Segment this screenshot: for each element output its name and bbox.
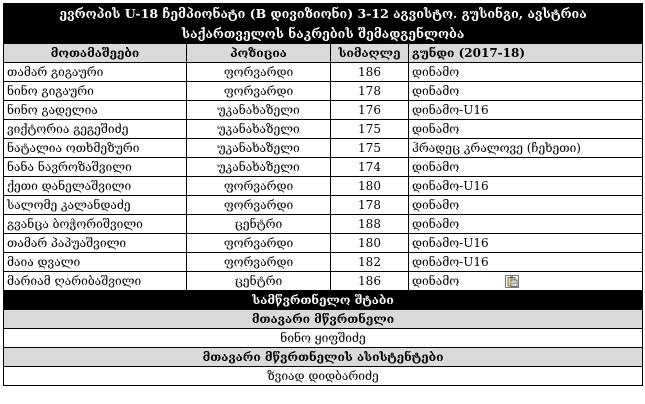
- player-position: [187, 101, 331, 120]
- document-title: ევროპის U-18 ჩემპიონატი (B დივიზიონი) 3-12 აგვისტო. გუსინგი, ავსტრია: [4, 4, 643, 24]
- player-position-text: უკანახაზელი: [217, 141, 300, 155]
- player-name-text: მაია დვალი: [7, 255, 81, 269]
- player-position-text: უკანახაზელი: [217, 160, 300, 174]
- player-position-text: ფორვარდი: [223, 236, 294, 250]
- player-position-text: ცენტრი: [234, 274, 283, 288]
- staff-section-row: [4, 291, 643, 310]
- table-row: [4, 158, 643, 177]
- player-height-text: 175: [358, 122, 381, 136]
- player-height: [331, 196, 409, 215]
- table-row: [4, 101, 643, 120]
- header-position: პოზიცია: [187, 44, 331, 63]
- player-height: [331, 215, 409, 234]
- player-name-text: თამარ გიგაური: [7, 65, 104, 79]
- player-height-text: 186: [358, 274, 381, 288]
- table-row: [4, 63, 643, 82]
- player-height: [331, 234, 409, 253]
- player-position: [187, 63, 331, 82]
- player-name: [4, 120, 187, 139]
- table-row: [4, 120, 643, 139]
- player-position: [187, 177, 331, 196]
- paste-options-icon[interactable]: [505, 275, 519, 288]
- player-height: [331, 177, 409, 196]
- player-position: [187, 272, 331, 291]
- player-height-text: 178: [358, 198, 381, 212]
- player-name-text: ნანა ნავროზაშვილი: [7, 160, 132, 174]
- player-name: [4, 139, 187, 158]
- player-name-text: ნინო გადელია: [7, 103, 98, 117]
- player-height-text: 174: [358, 160, 381, 174]
- head-coach-label-row: [4, 310, 643, 329]
- player-name: [4, 158, 187, 177]
- head-coach-label: მთავარი მწვრთნელი: [4, 310, 643, 329]
- player-club-text: დინამო-U16: [412, 236, 489, 250]
- player-club-text: დინამო: [412, 84, 460, 98]
- player-name-text: სალომე კალანდაძე: [7, 198, 131, 212]
- player-position: [187, 158, 331, 177]
- title-row-2: [4, 24, 643, 44]
- title-row-1: [4, 4, 643, 24]
- assistants-row: [4, 367, 643, 386]
- player-club-text: დინამო: [412, 217, 460, 231]
- player-height-text: 178: [358, 84, 381, 98]
- table-row: [4, 139, 643, 158]
- player-position: [187, 120, 331, 139]
- player-name: [4, 272, 187, 291]
- player-position: [187, 196, 331, 215]
- table-row: [4, 82, 643, 101]
- table-row: [4, 234, 643, 253]
- player-position: [187, 253, 331, 272]
- player-height-text: 180: [358, 179, 381, 193]
- player-club-text: ჰრადეც კრალოვე (ჩეხეთი): [412, 141, 581, 155]
- header-height: სიმაღლე: [331, 44, 409, 63]
- player-height: [331, 120, 409, 139]
- table-row: [4, 215, 643, 234]
- player-name: [4, 234, 187, 253]
- player-name-text: ნატალია ოთხმეზური: [7, 141, 140, 155]
- player-club-text: დინამო: [412, 274, 460, 288]
- player-position-text: უკანახაზელი: [217, 103, 300, 117]
- player-height: [331, 253, 409, 272]
- player-club-text: დინამო: [412, 65, 460, 79]
- player-name-text: ვიქტორია გეგეშიძე: [7, 122, 129, 136]
- header-name: მოთამაშეები: [4, 44, 187, 63]
- player-club: [409, 234, 643, 253]
- player-name: [4, 177, 187, 196]
- table-row: [4, 196, 643, 215]
- player-club: [409, 272, 643, 291]
- player-club: [409, 253, 643, 272]
- player-club: [409, 120, 643, 139]
- column-header-row: [4, 44, 643, 63]
- document-subtitle: საქართველოს ნაკრების შემადგენლობა: [4, 24, 643, 44]
- player-club: [409, 215, 643, 234]
- player-height-text: 188: [358, 217, 381, 231]
- player-club: [409, 196, 643, 215]
- player-club-text: დინამო-U16: [412, 103, 489, 117]
- player-height: [331, 139, 409, 158]
- player-position: [187, 82, 331, 101]
- player-club-text: დინამო-U16: [412, 179, 489, 193]
- player-position: [187, 234, 331, 253]
- player-name-text: ნინო გიგაური: [7, 84, 94, 98]
- player-club: [409, 63, 643, 82]
- player-name: [4, 253, 187, 272]
- head-coach-row: [4, 329, 643, 348]
- player-height: [331, 101, 409, 120]
- player-club: [409, 177, 643, 196]
- player-name: [4, 215, 187, 234]
- player-name: [4, 82, 187, 101]
- player-club: [409, 139, 643, 158]
- player-name-text: გვანცა ბოჭორიშვილი: [7, 217, 143, 231]
- assistants-label-row: [4, 348, 643, 367]
- player-position-text: ფორვარდი: [223, 255, 294, 269]
- player-height-text: 182: [358, 255, 381, 269]
- table-row: [4, 253, 643, 272]
- player-name: [4, 101, 187, 120]
- player-height-text: 186: [358, 65, 381, 79]
- player-position-text: ფორვარდი: [223, 65, 294, 79]
- player-position-text: ფორვარდი: [223, 198, 294, 212]
- player-name: [4, 196, 187, 215]
- player-name-text: თამარ პაპუაშვილი: [7, 236, 127, 250]
- player-club: [409, 82, 643, 101]
- assistants-names: ზვიად დიდბარიძე: [4, 367, 643, 386]
- player-height-text: 175: [358, 141, 381, 155]
- assistants-label: მთავარი მწვრთნელის ასისტენტები: [4, 348, 643, 367]
- player-height: [331, 272, 409, 291]
- player-height-text: 176: [358, 103, 381, 117]
- header-club: გუნდი (2017-18): [409, 44, 643, 63]
- player-name-text: ქეთი დანელაშვილი: [7, 179, 132, 193]
- staff-section-title: სამწვრთნელო შტაბი: [4, 291, 643, 310]
- player-position-text: ფორვარდი: [223, 179, 294, 193]
- player-height: [331, 158, 409, 177]
- player-club: [409, 158, 643, 177]
- player-club-text: დინამო: [412, 160, 460, 174]
- player-club-text: დინამო-U16: [412, 255, 489, 269]
- player-position-text: ცენტრი: [234, 217, 283, 231]
- roster-table: [3, 3, 643, 386]
- table-row: [4, 177, 643, 196]
- player-height: [331, 63, 409, 82]
- player-name-text: მარიამ ღარიბაშვილი: [7, 274, 142, 288]
- player-height-text: 180: [358, 236, 381, 250]
- player-club-text: დინამო: [412, 198, 460, 212]
- player-rows: [4, 63, 643, 291]
- player-position-text: უკანახაზელი: [217, 122, 300, 136]
- player-club: [409, 101, 643, 120]
- player-position: [187, 215, 331, 234]
- player-club-text: დინამო: [412, 122, 460, 136]
- player-position-text: ფორვარდი: [223, 84, 294, 98]
- player-height: [331, 82, 409, 101]
- player-name: [4, 63, 187, 82]
- head-coach-name: ნინო ყიფშიძე: [4, 329, 643, 348]
- table-row: [4, 272, 643, 291]
- player-position: [187, 139, 331, 158]
